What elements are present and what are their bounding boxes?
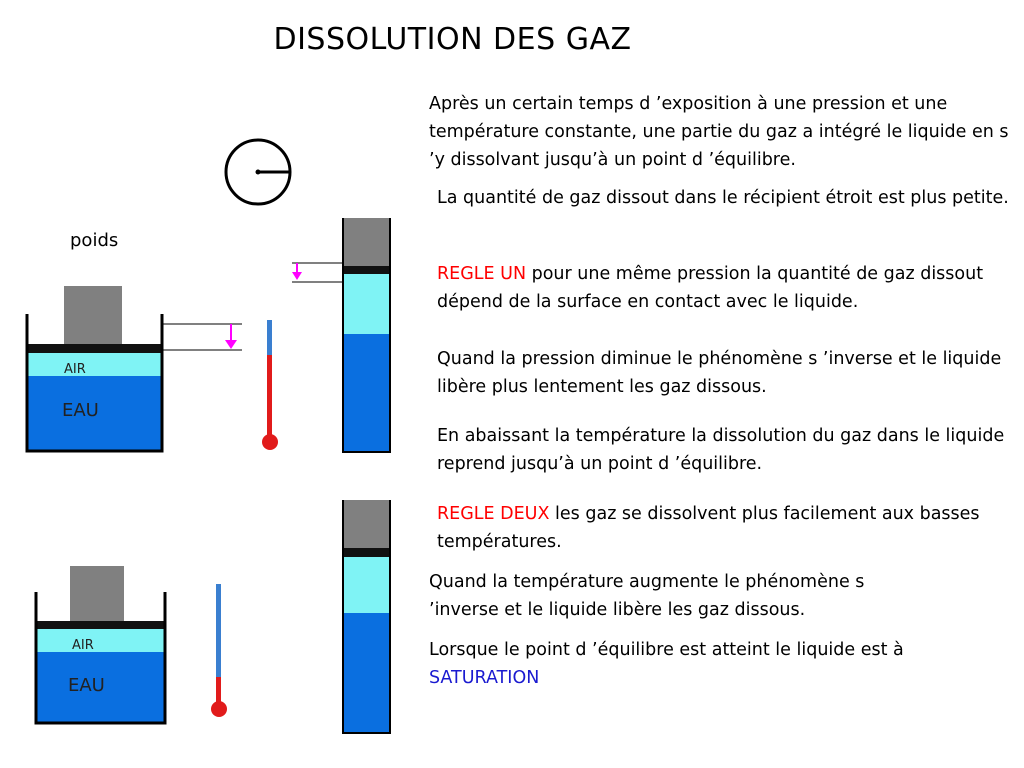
air-fill: [37, 629, 164, 652]
paragraph-temperature-increase: Quand la température augmente le phénomène s ’inverse et le liquide libère les gaz dissous.: [429, 572, 865, 620]
paragraph-temperature-lowering: En abaissant la température la dissolution du gaz dans le liquide reprend jusqu’à un point d ’équilibre.: [437, 426, 1005, 474]
water-fill: [344, 613, 389, 732]
rule-two-highlight: REGLE DEUX: [437, 504, 550, 524]
piston-weight: [70, 566, 124, 621]
piston-plate: [28, 344, 162, 353]
paragraph-rule-two: [437, 500, 1017, 556]
piston-weight: [64, 286, 122, 344]
paragraph-saturation: [429, 636, 1019, 692]
air-fill: [344, 557, 389, 613]
wide-container-bottom: [36, 566, 165, 723]
page-title: DISSOLUTION DES GAZ: [273, 22, 632, 57]
air-label: AIR: [72, 638, 94, 653]
air-label: AIR: [64, 362, 86, 377]
rule-one-text: pour une même pression la quantité de gaz dissout dépend de la surface en contact avec le liquide.: [437, 264, 984, 312]
saturation-lead-text: Lorsque le point d ’équilibre est atteint le liquide est à: [429, 640, 904, 660]
piston-plate: [344, 548, 389, 557]
piston-plate: [37, 621, 164, 629]
water-fill: [344, 334, 389, 452]
paragraph-rule-one: [437, 260, 1012, 316]
piston-weight: [344, 218, 389, 266]
level-change-indicator: [162, 324, 242, 350]
piston-weight: [344, 500, 389, 548]
level-change-indicator: [292, 263, 344, 282]
narrow-container-bottom: [343, 500, 390, 733]
water-label: EAU: [68, 675, 105, 696]
thermometer-icon: [211, 584, 227, 717]
thermometer-icon: [262, 320, 278, 450]
air-fill: [344, 274, 389, 334]
water-label: EAU: [62, 400, 99, 421]
rule-one-highlight: REGLE UN: [437, 264, 527, 284]
narrow-container-top: [343, 218, 390, 452]
paragraph-pressure-decrease: Quand la pression diminue le phénomène s ’inverse et le liquide libère plus lentement les gaz dissous.: [437, 349, 1002, 397]
piston-plate: [344, 266, 389, 274]
weight-label: poids: [70, 230, 119, 251]
paragraph-narrow-container: La quantité de gaz dissout dans le récipient étroit est plus petite.: [437, 188, 1009, 208]
paragraph-equilibrium: Après un certain temps d ’exposition à une pression et une température constante, une partie du gaz a intégré le liquide en s ’y dissolvant jusqu’à un point d ’équilibre.: [429, 94, 1009, 170]
saturation-highlight: SATURATION: [429, 668, 540, 688]
wide-container-top: [27, 286, 162, 451]
clock-icon: [226, 140, 290, 204]
rule-two-text: les gaz se dissolvent plus facilement aux basses températures.: [437, 504, 980, 552]
air-fill: [28, 353, 162, 376]
